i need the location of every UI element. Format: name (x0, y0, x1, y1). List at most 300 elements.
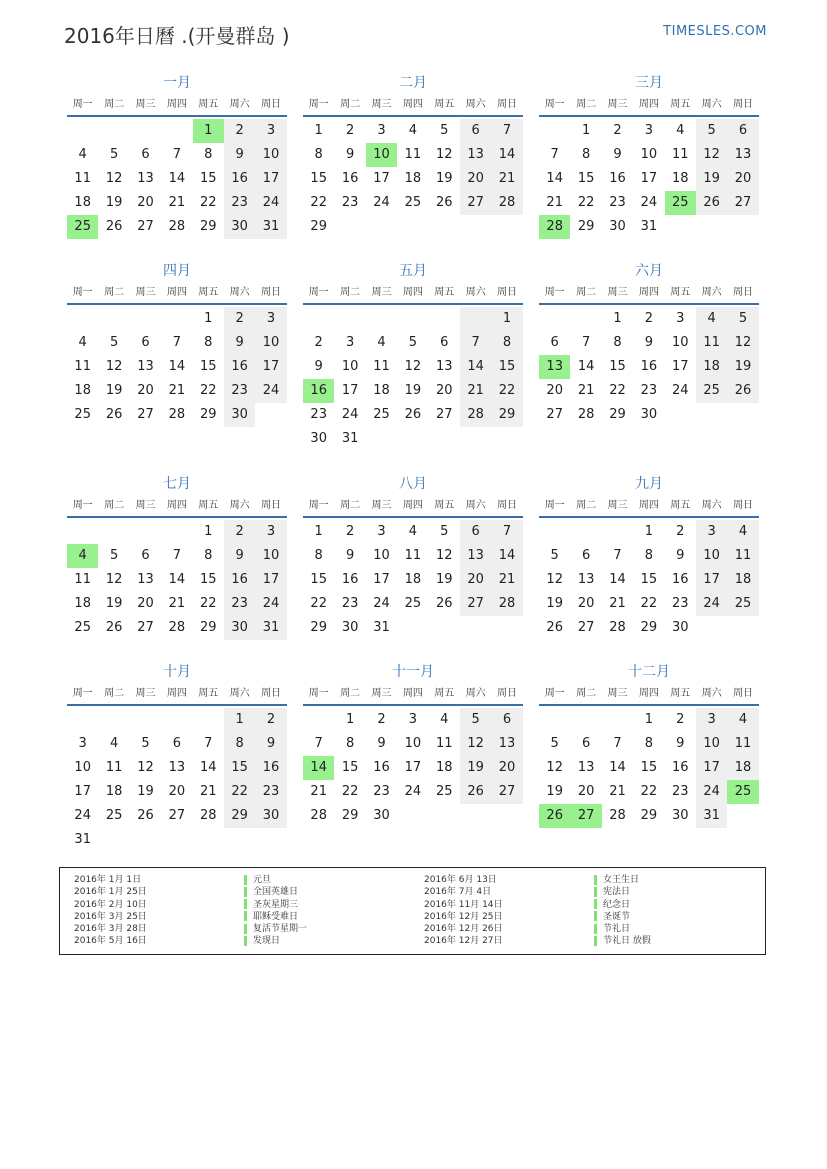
legend-date: 2016年 5月 16日 (74, 936, 147, 947)
empty-cell (130, 119, 161, 143)
day-cell: 7 (613, 736, 622, 751)
empty-cell (665, 403, 696, 427)
day-cell: 30 (255, 804, 286, 828)
day-cell: 3 (644, 123, 653, 138)
holiday-color-swatch (244, 887, 247, 897)
weekday-label: 周六 (701, 99, 722, 110)
day-cell: 28 (310, 808, 327, 823)
day-cell: 2 (377, 712, 386, 727)
day-cell: 16 (609, 171, 626, 186)
weekday-label: 周一 (308, 500, 329, 511)
day-cell: 28 (491, 191, 522, 215)
empty-cell (366, 307, 397, 331)
weekday-label: 周六 (465, 688, 486, 699)
legend-holiday (244, 935, 307, 947)
day-cell: 14 (491, 143, 522, 167)
day-cell: 30 (224, 616, 255, 640)
weekday-header (303, 684, 523, 706)
day-cell: 16 (224, 355, 255, 379)
day-cell: 25 (74, 620, 91, 635)
day-cell: 20 (491, 756, 522, 780)
day-cell: 1 (644, 712, 653, 727)
day-cell: 29 (577, 219, 595, 234)
holiday-legend (59, 867, 766, 955)
weekday-label: 周二 (340, 688, 361, 699)
day-cell: 19 (435, 572, 453, 587)
day-cell: 30 (341, 620, 359, 635)
holiday-color-swatch (594, 924, 597, 934)
day-grid (303, 119, 523, 239)
day-cell: 14 (168, 359, 186, 374)
day-cell: 31 (255, 215, 286, 239)
weekday-label: 周三 (607, 287, 628, 298)
day-cell: 8 (224, 732, 255, 756)
weekday-label: 周二 (104, 688, 125, 699)
empty-cell (696, 616, 727, 640)
day-cell: 27 (727, 191, 758, 215)
weekday-label: 周一 (544, 688, 565, 699)
day-grid (67, 307, 287, 427)
day-cell: 27 (491, 780, 522, 804)
day-cell: 17 (255, 568, 286, 592)
weekday-label: 周日 (733, 99, 754, 110)
day-cell: 18 (373, 383, 390, 398)
day-cell: 28 (577, 407, 595, 422)
day-cell: 21 (546, 195, 563, 210)
day-cell: 1 (314, 123, 323, 138)
day-cell: 19 (696, 167, 727, 191)
empty-cell (161, 307, 192, 331)
day-cell: 23 (640, 383, 658, 398)
day-cell: 18 (105, 784, 123, 799)
day-cell: 1 (581, 123, 591, 138)
day-cell: 3 (696, 708, 727, 732)
empty-cell (67, 520, 98, 544)
day-cell: 9 (377, 736, 386, 751)
empty-cell (727, 403, 758, 427)
weekday-label: 周二 (104, 99, 125, 110)
day-cell: 26 (105, 407, 123, 422)
brand-link[interactable]: TIMESLES.COM (663, 24, 767, 39)
day-grid (539, 307, 759, 427)
weekday-label: 周日 (733, 500, 754, 511)
weekday-label: 周五 (670, 99, 691, 110)
day-cell: 14 (577, 359, 595, 374)
month-name: 八月 (399, 476, 427, 492)
month-block (303, 662, 523, 828)
day-cell: 28 (168, 620, 186, 635)
day-cell: 7 (613, 548, 622, 563)
day-cell: 27 (460, 592, 491, 616)
day-cell: 25 (727, 592, 758, 616)
day-cell: 11 (435, 736, 453, 751)
legend-holiday-name: 宪法日 (603, 887, 631, 898)
day-cell: 26 (404, 407, 422, 422)
weekday-label: 周日 (261, 688, 282, 699)
day-cell: 1 (491, 307, 522, 331)
empty-cell (570, 307, 601, 331)
day-cell: 11 (727, 544, 758, 568)
day-cell: 25 (74, 407, 91, 422)
day-cell: 7 (491, 119, 522, 143)
day-cell: 21 (310, 784, 327, 799)
day-cell: 18 (74, 596, 91, 611)
day-cell: 2 (676, 712, 685, 727)
empty-cell (429, 215, 460, 239)
legend-dates-col-2 (424, 874, 503, 948)
day-cell: 23 (341, 596, 359, 611)
empty-cell (98, 119, 129, 143)
empty-cell (303, 307, 334, 331)
weekday-label: 周二 (340, 500, 361, 511)
day-cell: 21 (168, 383, 186, 398)
day-cell: 27 (137, 620, 154, 635)
weekday-header (67, 684, 287, 706)
month-name: 一月 (163, 75, 191, 91)
weekday-label: 周二 (340, 287, 361, 298)
day-cell: 16 (341, 171, 359, 186)
day-grid (67, 119, 287, 239)
day-cell: 30 (671, 620, 689, 635)
weekday-label: 周四 (166, 688, 187, 699)
day-cell: 5 (109, 147, 119, 162)
day-cell: 3 (345, 335, 355, 350)
day-cell: 7 (172, 147, 181, 162)
day-cell: 6 (550, 335, 559, 350)
empty-cell (397, 215, 428, 239)
day-cell: 29 (199, 407, 217, 422)
day-cell: 16 (255, 756, 286, 780)
day-cell: 5 (440, 524, 449, 539)
day-cell: 15 (491, 355, 522, 379)
weekday-label: 周日 (261, 99, 282, 110)
day-cell: 19 (546, 784, 563, 799)
month-name: 十一月 (392, 664, 434, 680)
day-cell: 4 (727, 520, 758, 544)
day-grid (303, 520, 523, 640)
weekday-label: 周六 (229, 688, 250, 699)
day-cell: 9 (255, 732, 286, 756)
empty-cell (539, 119, 570, 143)
day-cell: 28 (539, 215, 570, 239)
day-cell: 12 (546, 572, 563, 587)
day-cell: 6 (141, 335, 150, 350)
day-cell: 18 (404, 171, 422, 186)
weekday-label: 周三 (371, 688, 392, 699)
month-block (67, 474, 287, 640)
day-cell: 1 (204, 524, 213, 539)
day-cell: 18 (404, 572, 422, 587)
day-grid (539, 119, 759, 239)
weekday-label: 周六 (229, 287, 250, 298)
day-cell: 26 (105, 620, 123, 635)
empty-cell (491, 215, 522, 239)
day-cell: 27 (435, 407, 453, 422)
empty-cell (67, 307, 98, 331)
day-cell: 21 (609, 596, 626, 611)
day-cell: 4 (67, 544, 98, 568)
day-cell: 16 (303, 379, 334, 403)
day-cell: 22 (310, 195, 327, 210)
empty-cell (460, 307, 491, 331)
weekday-label: 周六 (465, 99, 486, 110)
legend-date: 2016年 3月 28日 (74, 924, 147, 935)
weekday-label: 周一 (72, 287, 93, 298)
day-cell: 10 (640, 147, 658, 162)
day-cell: 5 (727, 307, 758, 331)
day-cell: 1 (193, 119, 224, 143)
empty-cell (602, 520, 633, 544)
day-cell: 22 (224, 780, 255, 804)
day-cell: 21 (609, 784, 626, 799)
day-cell: 23 (671, 596, 689, 611)
day-cell: 4 (408, 123, 417, 138)
legend-holiday-name: 节礼日 放假 (603, 936, 651, 947)
day-cell: 19 (105, 596, 123, 611)
day-cell: 8 (644, 548, 653, 563)
weekday-label: 周一 (544, 500, 565, 511)
day-cell: 17 (341, 383, 359, 398)
weekday-label: 周五 (434, 99, 455, 110)
weekday-label: 周四 (402, 688, 423, 699)
empty-cell (98, 828, 129, 852)
empty-cell (727, 215, 758, 239)
day-cell: 19 (137, 784, 154, 799)
day-cell: 19 (105, 383, 123, 398)
month-name: 十二月 (628, 664, 670, 680)
day-cell: 26 (435, 596, 453, 611)
day-cell: 17 (255, 167, 286, 191)
day-cell: 19 (105, 195, 123, 210)
day-cell: 6 (141, 147, 150, 162)
day-cell: 7 (581, 335, 591, 350)
weekday-header (303, 283, 523, 305)
day-cell: 5 (550, 548, 559, 563)
day-cell: 25 (67, 215, 98, 239)
day-cell: 26 (105, 219, 123, 234)
day-cell: 5 (109, 335, 119, 350)
day-grid (303, 708, 523, 828)
day-cell: 9 (224, 143, 255, 167)
weekday-header (539, 283, 759, 305)
weekday-label: 周二 (104, 500, 125, 511)
day-cell: 16 (671, 572, 689, 587)
day-cell: 20 (460, 167, 491, 191)
day-cell: 13 (137, 359, 154, 374)
day-cell: 1 (345, 712, 355, 727)
legend-names-col-1 (244, 874, 307, 948)
day-cell: 11 (74, 359, 91, 374)
weekday-label: 周一 (308, 287, 329, 298)
day-cell: 13 (137, 171, 154, 186)
empty-cell (696, 215, 727, 239)
day-cell: 4 (727, 708, 758, 732)
empty-cell (429, 804, 460, 828)
empty-cell (429, 307, 460, 331)
day-cell: 9 (224, 544, 255, 568)
day-cell: 27 (460, 191, 491, 215)
month-name: 七月 (163, 476, 191, 492)
day-cell: 23 (255, 780, 286, 804)
day-cell: 31 (341, 431, 359, 446)
month-name: 五月 (399, 263, 427, 279)
weekday-label: 周一 (72, 99, 93, 110)
day-cell: 31 (696, 804, 727, 828)
day-cell: 29 (609, 407, 626, 422)
day-cell: 12 (727, 331, 758, 355)
legend-date: 2016年 1月 25日 (74, 887, 147, 898)
empty-cell (429, 616, 460, 640)
day-cell: 23 (341, 195, 359, 210)
day-cell: 20 (137, 383, 154, 398)
legend-holiday-name: 圣诞节 (603, 911, 631, 922)
day-cell: 7 (204, 736, 213, 751)
day-cell: 30 (609, 219, 626, 234)
day-cell: 20 (137, 596, 154, 611)
day-cell: 22 (199, 596, 217, 611)
day-cell: 11 (74, 171, 91, 186)
day-cell: 13 (727, 143, 758, 167)
weekday-label: 周三 (371, 99, 392, 110)
month-name: 二月 (399, 75, 427, 91)
day-cell: 3 (377, 123, 386, 138)
day-cell: 24 (373, 596, 390, 611)
weekday-label: 周四 (166, 287, 187, 298)
day-cell: 2 (676, 524, 685, 539)
day-cell: 17 (255, 355, 286, 379)
day-cell: 29 (224, 804, 255, 828)
weekday-label: 周五 (670, 287, 691, 298)
legend-holiday-name: 女王生日 (603, 875, 640, 885)
empty-cell (696, 403, 727, 427)
day-cell: 6 (727, 119, 758, 143)
day-cell: 22 (491, 379, 522, 403)
weekday-label: 周四 (638, 99, 659, 110)
day-cell: 17 (671, 359, 689, 374)
empty-cell (539, 520, 570, 544)
day-cell: 5 (550, 736, 559, 751)
day-cell: 12 (460, 732, 491, 756)
day-cell: 27 (168, 808, 186, 823)
day-cell: 7 (460, 331, 491, 355)
weekday-label: 周三 (135, 500, 156, 511)
weekday-label: 周日 (497, 99, 518, 110)
day-cell: 4 (440, 712, 449, 727)
day-cell: 18 (727, 568, 758, 592)
weekday-header (67, 496, 287, 518)
day-cell: 17 (373, 171, 390, 186)
day-cell: 9 (345, 147, 355, 162)
day-cell: 14 (168, 171, 186, 186)
day-cell: 26 (137, 808, 154, 823)
day-cell: 30 (373, 808, 390, 823)
day-cell: 3 (255, 307, 286, 331)
legend-holiday (594, 923, 651, 935)
weekday-label: 周四 (166, 500, 187, 511)
month-block (539, 261, 759, 427)
day-cell: 24 (640, 195, 658, 210)
day-cell: 25 (727, 780, 758, 804)
day-cell: 11 (74, 572, 91, 587)
legend-holiday (244, 923, 307, 935)
day-cell: 3 (408, 712, 417, 727)
weekday-label: 周六 (229, 99, 250, 110)
empty-cell (161, 119, 192, 143)
legend-holiday-name: 元旦 (253, 875, 272, 885)
day-cell: 15 (199, 572, 217, 587)
legend-holiday-name: 复活节星期一 (253, 924, 308, 935)
day-cell: 18 (727, 756, 758, 780)
month-block (539, 662, 759, 828)
empty-cell (397, 307, 428, 331)
weekday-label: 周一 (72, 500, 93, 511)
month-block (539, 73, 759, 239)
weekday-label: 周五 (198, 287, 219, 298)
day-cell: 4 (109, 736, 119, 751)
day-cell: 1 (613, 311, 622, 326)
day-cell: 21 (199, 784, 217, 799)
day-cell: 2 (345, 123, 355, 138)
day-cell: 17 (74, 784, 91, 799)
day-cell: 2 (224, 520, 255, 544)
empty-cell (334, 307, 365, 331)
empty-cell (397, 804, 428, 828)
day-cell: 3 (255, 119, 286, 143)
day-cell: 31 (640, 219, 658, 234)
month-block (303, 73, 523, 239)
day-cell: 29 (310, 219, 327, 234)
day-cell: 8 (204, 548, 213, 563)
day-cell: 3 (78, 736, 87, 751)
empty-cell (491, 804, 522, 828)
empty-cell (397, 616, 428, 640)
empty-cell (366, 427, 397, 451)
weekday-label: 周六 (701, 287, 722, 298)
day-cell: 13 (491, 732, 522, 756)
day-cell: 22 (640, 596, 658, 611)
day-cell: 27 (570, 804, 601, 828)
empty-cell (130, 307, 161, 331)
day-cell: 5 (109, 548, 119, 563)
empty-cell (539, 708, 570, 732)
legend-holiday (244, 911, 307, 923)
legend-holiday-name: 全国英雄日 (253, 887, 299, 898)
weekday-header (539, 95, 759, 117)
day-cell: 10 (74, 760, 91, 775)
day-cell: 6 (491, 708, 522, 732)
holiday-color-swatch (594, 887, 597, 897)
day-cell: 16 (671, 760, 689, 775)
day-cell: 12 (105, 572, 123, 587)
empty-cell (429, 427, 460, 451)
day-cell: 5 (440, 123, 449, 138)
day-cell: 15 (199, 359, 217, 374)
legend-date: 2016年 12月 26日 (424, 924, 503, 935)
empty-cell (130, 520, 161, 544)
day-cell: 2 (255, 708, 286, 732)
weekday-header (67, 283, 287, 305)
day-cell: 28 (491, 592, 522, 616)
legend-holiday (594, 935, 651, 947)
day-cell: 23 (224, 592, 255, 616)
empty-cell (130, 828, 161, 852)
holiday-color-swatch (594, 875, 597, 885)
empty-cell (570, 520, 601, 544)
legend-date: 2016年 11月 14日 (424, 899, 503, 910)
day-cell: 10 (696, 544, 727, 568)
day-cell: 24 (255, 191, 286, 215)
legend-date: 2016年 7月 4日 (424, 887, 492, 898)
